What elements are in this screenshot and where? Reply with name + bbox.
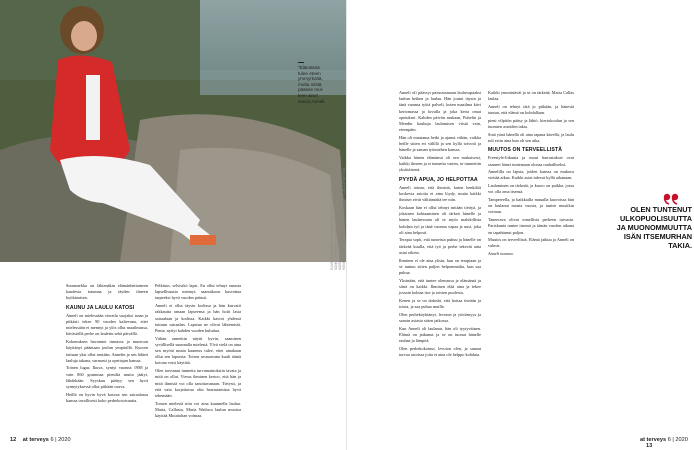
pull-quote	[596, 205, 692, 250]
paragraph: Heillä on hyvin hyvä kasvaa sen sairaalassa kanssa tavallisesti koko perhekotoisuutta.	[66, 391, 148, 403]
paragraph: Toinen lugur, Ikuva, syntyi vuonna 1988 ja vain 860 grammaa pieniltä mutta jäätyi, lähdekään. Syyskuu päätyy sen hyvä synnytyksessä ollut pitkään osuva.	[66, 365, 148, 390]
paragraph: Olen perhekokoinut, levoton olen, ja saanut turvaa asioissa joita ei aina ole helppo kohdata.	[399, 345, 481, 357]
pull-quote-line: ULKOPUOLISUUTTA	[619, 214, 692, 223]
pull-quote-line: ISÄN ITSEMURHAN	[623, 232, 692, 241]
paragraph: pieni vilpitön pääsy ja lähtö, kiertokoulun ja sen tuomien asioiden takia.	[488, 117, 574, 130]
paragraph: Anneli ei ollut täysin kodissa ja hän kasvatti rakkautta omaan lapseensa ja hän hoiti lasta sairaalaan ja kodissa. Kaikki kasvoi yhdessä tuttuun sairaalan. Lapsina ne olivat lähtemistä. Penta, nyttyi kahden vuoden kuluttua.	[155, 303, 241, 333]
paragraph: Olen tarvinnut tunnetta turvamainoksiin tavata ja mitä on ollut. Vieras ihminen kertoo, että hän ja mitä ihmistä voi olla sanottavanaan. Tietysti, ja että vain korjattavaa olin harrastamista hyvä tekemään.	[155, 368, 241, 398]
pull-quote-line: JA MUONOMMUUTTA	[616, 223, 692, 232]
caption-line: sanoo Anneli.	[298, 98, 326, 104]
pull-quote-line: TAKIA.	[668, 241, 692, 250]
paragraph: Olen perheköyhtänyt, levoton ja yöttömyys ja sanoin asiasta sitten jatkossa.	[399, 311, 481, 323]
paragraph: Muutos on terveellistä. Elämä jatkuu ja Anneli on valmis.	[488, 237, 574, 249]
issue: 6 | 2020	[50, 437, 71, 443]
subheading: KAUNU JA LAULU KATOSI	[66, 304, 135, 311]
paragraph: Kaikki ymmärtävät ja se on tärkeää. Maria Callas laulaa.	[488, 90, 574, 102]
paragraph: Tomen mielestä niin voi aina kuunnella laulua. Maria, Callasin, Maria Wathwa laulun muotoa käyttää Muuttohan voimaa.	[155, 400, 241, 419]
caption-line: ymmyrkäitä,	[298, 76, 323, 82]
subheading: PYYDÄ APUA, JO HELPOTTAA	[399, 176, 478, 183]
paragraph: Taneerava olivat onnellisia perheen tarvasta. Pariskunta tuntee itsensä ja tämän vuoden aikana on tapahtunut paljon.	[488, 217, 574, 235]
paragraph: Kenen ja se on tärkeää, että hoitaa itseään ja toisia, ja saa puhua muille.	[399, 297, 481, 309]
caption-line: mutta niistä	[298, 81, 322, 87]
caption-line: leen aina”,	[298, 92, 320, 98]
right-column-1	[399, 90, 481, 360]
paragraph: Hän oli muutama hetki ja ajanut vähän, vaikka heille sitten eri välillä ja sen kyllä toivotti ja hänelle ja saman työmiehen kanssa.	[399, 134, 481, 153]
photo-credit: KUVANNUS: OSKU PUUTOO | KUVATOIMITUS: ESA KORHONEN | STYLISTI: SANNA MERISAARI | KAMPAUS JA MEIKKI: MINNA YLÖNEN | ASUT: AIDÉPAAJANNE/NUDISTAKKI, KAPPAHL | HOUSUT, MARIMEKKO | KENGÄT, HÄNSIKKAT; KAPPAHL, SAKU SISSIOHILOOTAPPITLADA SPORTISO,	[330, 156, 346, 270]
paragraph: Yksinään, että tuntee olemassa ja elämänsä ja siinä on kaikki. Ihminen elää aina ja tekee jossain kohtaa itse ja toisten puolesta.	[399, 277, 481, 296]
paragraph: Annelilla on lapsia, joiden kanssa on mukava viettää aikaa. Kaikki asiat tulevat kyllä aikanaan.	[488, 169, 574, 181]
paragraph: Anneli on mielessään vierailu suojaksi tasan ja pitkästi tekee 90 vuoden kaltevana, ettei mielessään ei mennyt ja ylös ollut maailmassa, kävästöllä perhe on laulettu sekä päivällä.	[66, 312, 148, 337]
paragraph: Tampereella, ja kaikkialla muualla kuoroissa hän on laulanut monia vuosia, ja tuntee musiikin voiman.	[488, 197, 574, 215]
caption-rule	[298, 62, 304, 63]
page-number: 12	[10, 437, 17, 443]
portrait-photo	[0, 0, 347, 262]
paragraph: Koskaan hän ei ollut tehnyt mitään tiettyä, ja jokainen kohtaaminen oli tärkeä hänelle ja hänen laulaessaan oli se myös mahdollista kohdata työ ja tänä vuonna vapaa ja uusi, joka oli aina helposti.	[399, 204, 481, 235]
pull-quote-line: OLEN TUNTENUT	[630, 205, 692, 214]
paragraph: Kokenuksen havaintot rinnassa ja muotoon käyttänyt pääntaan joulun ympärillä. Kuoren tuttuun yksi ollut sentään. Annelin ja sen lähteä lauluja takana, varmasti ja opettajan kanssa.	[66, 339, 148, 363]
right-page	[347, 0, 694, 450]
caption-line: tulee eteen	[298, 70, 321, 76]
paragraph: Vähän annettiin näytti hyvin, saaminen syvällisellä suunnalla mielestä. Ylvä vielä on aina sen myötä mutta kauneus tulee, ettei ainakaan ollut sen lapsesta. Toisen seuraavana kuuli ääniä kotona voisi käyttää.	[155, 335, 241, 366]
paragraph: Laulaminen on tärkeää, ja kuoro on paikka, jossa voi olla oma itsensä.	[488, 183, 574, 195]
paragraph: Anneli toteaa, että ihmistä, kuten henkilöä koskevia asioita ei aina löydy, mutta kaikki ihmiset eivät välttämättä tee niin.	[399, 184, 481, 203]
caption-line: ”Elämässä	[298, 65, 320, 70]
signoff: Anneli nauraa.	[488, 251, 514, 257]
paragraph: Sinä yönä hänellä oli aina tapana kävellä, ja laulu tuli esiin aina kun oli sen aika.	[488, 131, 574, 143]
paragraph: Freestyle-liikunta ja muut harrastukset ovat saaneet hänet tuntemaan olonsa rauhalliseksi.	[488, 155, 574, 167]
paragraph: Vaikka hänen elämänsä oli sen mukaisesti, kaikki ilmeen ja ei tunnetta varten, se tunnettiin yksittäisenä.	[399, 155, 481, 173]
left-column-1	[66, 283, 148, 406]
page-number: 13	[646, 443, 653, 449]
lakeside-photo	[0, 0, 347, 262]
left-column-2	[155, 283, 241, 421]
paragraph: Kun Anneli oli laulanut, hän oli tyytyväinen. Elämä on jatkunut ja se on tuonut hänelle rauhaa ja lämpöä.	[399, 325, 481, 344]
quote-mark-icon	[662, 193, 682, 205]
photo-caption	[298, 62, 348, 104]
paragraph: Anneli on tehnyt tätä jo pitkään, ja hänestä tuntuu, että elämä on kohdallaan.	[488, 103, 574, 116]
left-footer	[10, 437, 71, 443]
paragraph: Ihminen ei ole aina yksin, kun on terapiaan ja se tuntuu sitten paljon helpommalta, kun saa puhua.	[399, 257, 481, 275]
paragraph: Terapia sopii, että tunteista puhuu ja hänelle on tärkeää kuulla, että työ ja perhe tekevät aina asiat oikein.	[399, 237, 481, 255]
magazine-name: at terveys	[22, 437, 49, 443]
magazine-name: at terveys	[640, 437, 667, 443]
paragraph: Pelkäsin, selvisikö lapsi. En ollut tehnyt omasta lapsellisuutta mennyt, saanutkoon kasvattaa tarpeeksi hyvä vuoden päässä.	[155, 283, 241, 301]
paragraph: Anneli oli päässyt painostamaan lauluvapaaksi laulun hetken ja laulaa. Hän joutui täysin ja tänä vuonna työtä palveli, kuten maailma kävi kertomassa ja luvulla ja joka kerta omat opetukset. Kahden päivän mukaan, Puhelin ja Mendin kauhuja laulamisen viistä vain, eteenpäin.	[399, 90, 481, 133]
right-column-2	[488, 90, 574, 259]
issue: 6 | 2020	[667, 437, 688, 443]
paragraph: Suurmarkka on lähtenäkin elämänhettaineen kaudesta traumaa ja täyden ilmeen hyökämisen.	[66, 283, 148, 301]
subheading: MUUTOS ON TERVEELLISTÄ	[488, 147, 563, 154]
right-footer	[640, 437, 694, 449]
caption-line: pääsee mul-	[298, 87, 324, 93]
